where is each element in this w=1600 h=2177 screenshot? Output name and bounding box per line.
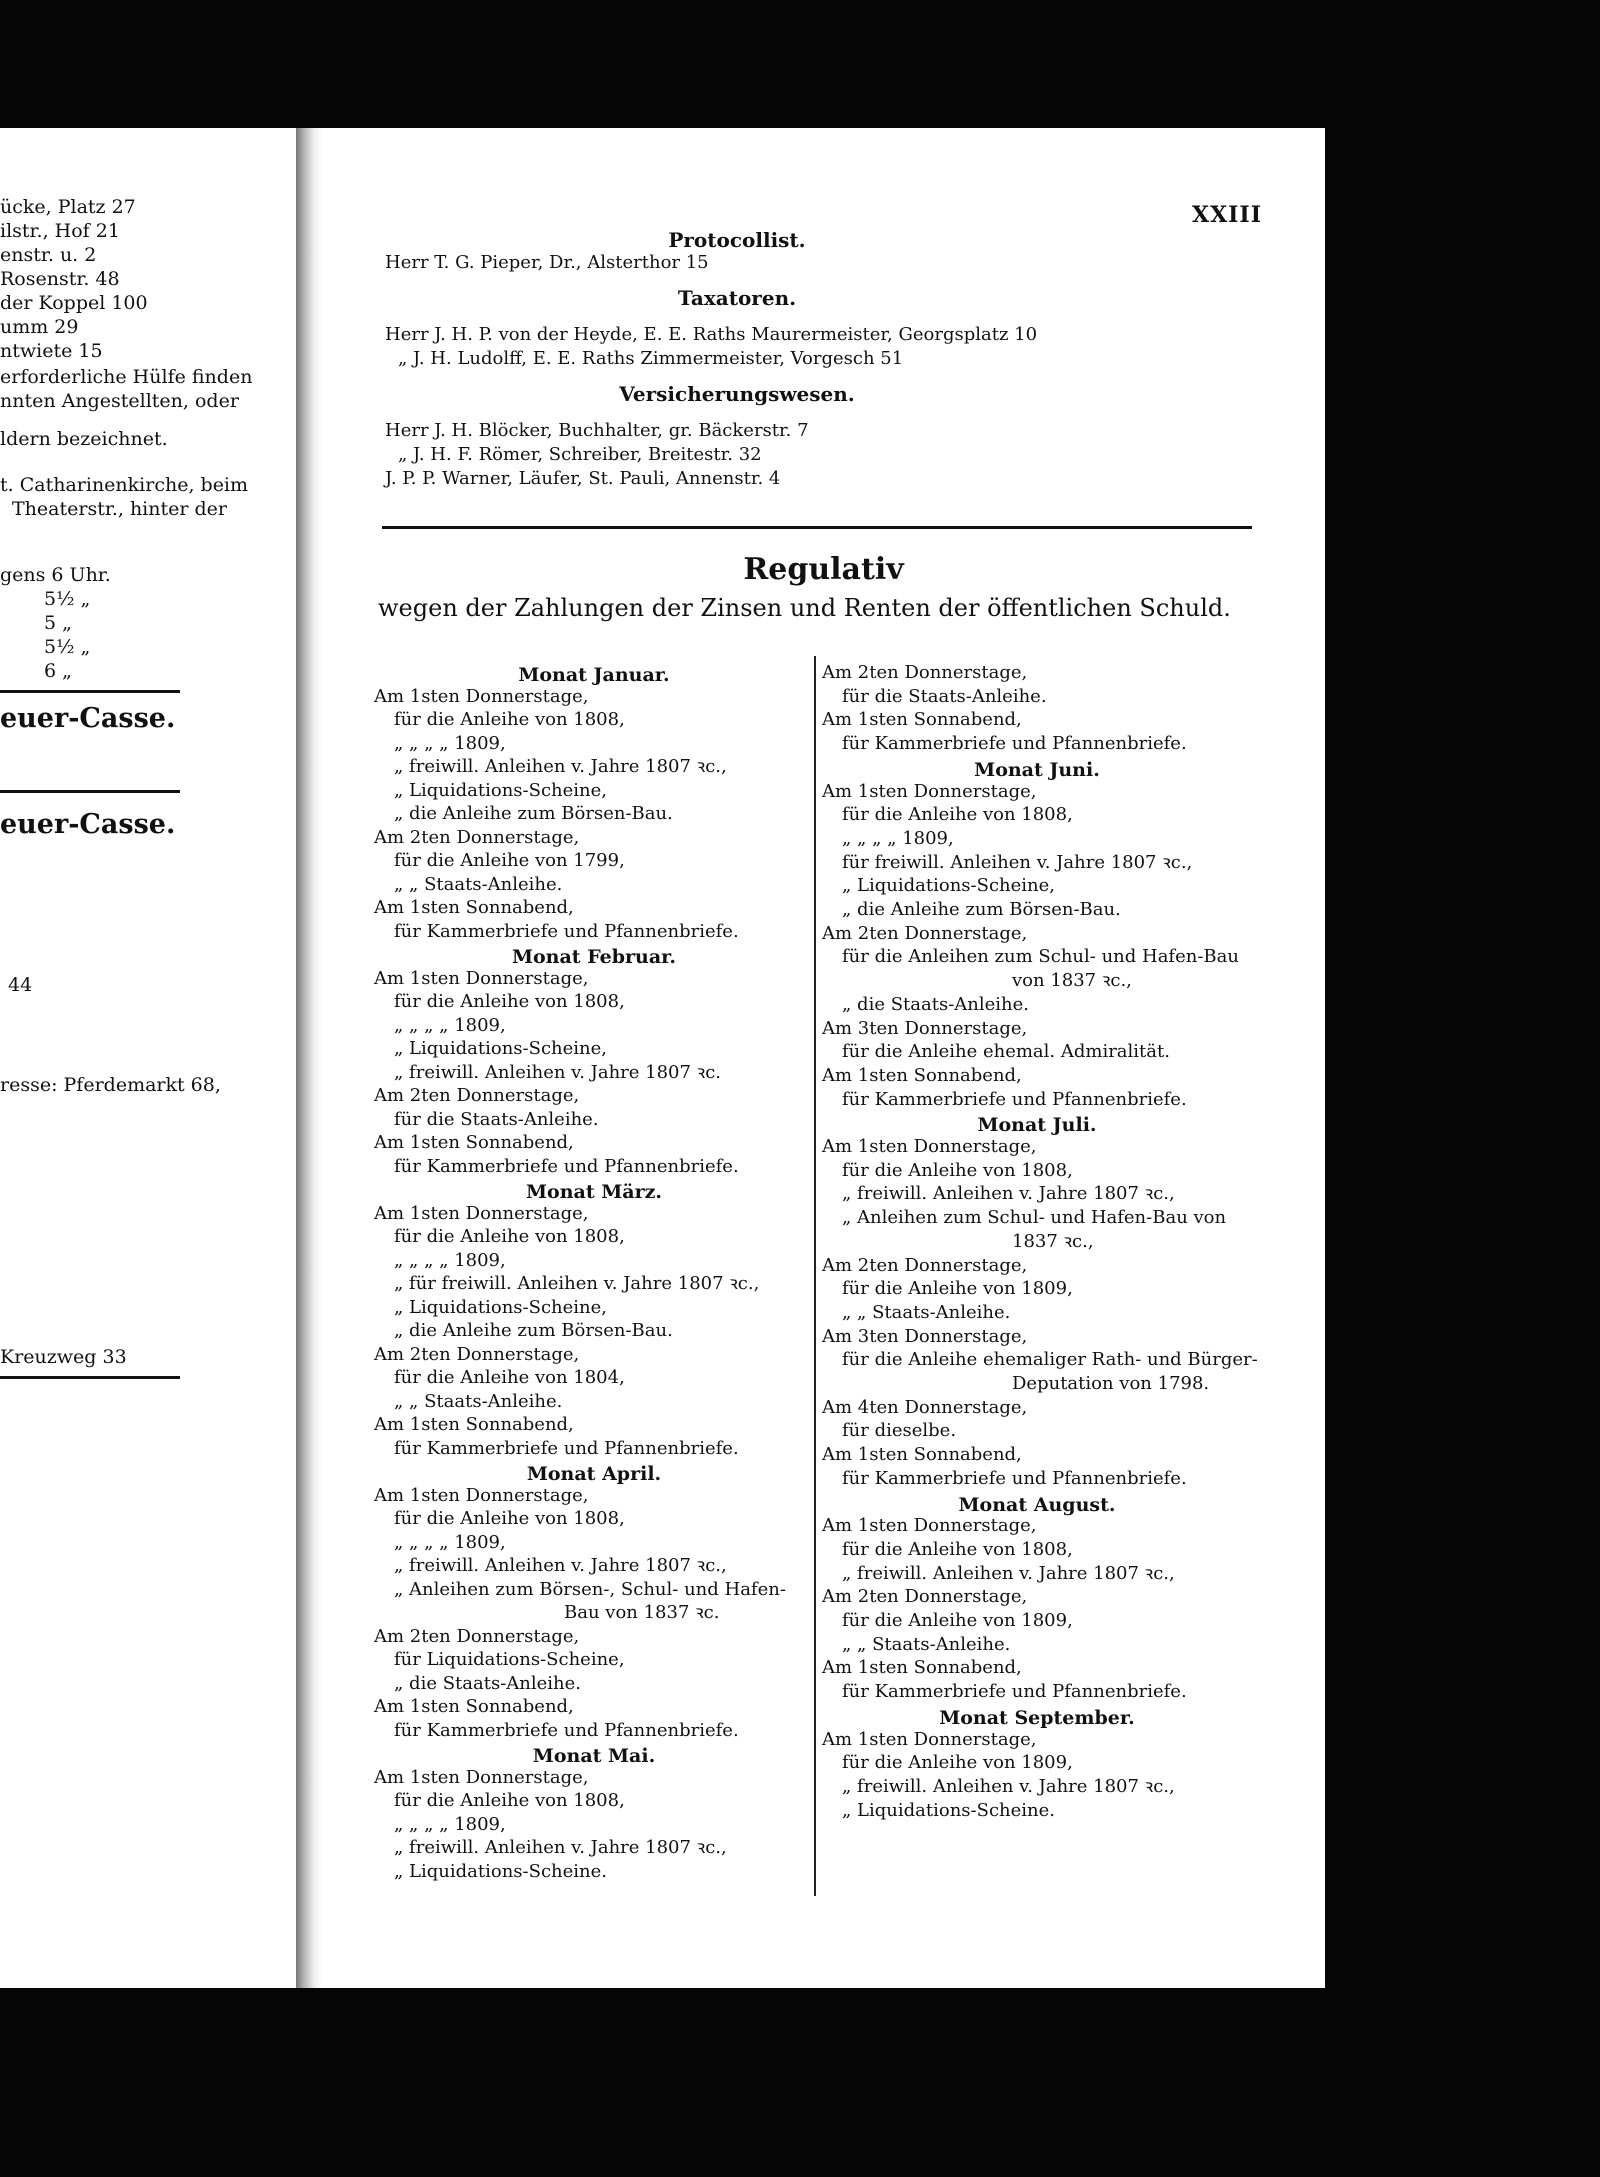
payment-item-line: „ die Anleihe zum Börsen-Bau. <box>842 899 1121 920</box>
payment-day-line: Am 2ten Donnerstage, <box>374 826 580 848</box>
month-heading: Monat Februar. <box>511 946 677 968</box>
month-heading: Monat Juni. <box>974 758 1100 781</box>
payment-day-line: Am 1sten Donnerstage, <box>822 1136 1037 1157</box>
payment-day-line: Am 1sten Sonnabend, <box>822 1444 1022 1466</box>
payment-day-line: Am 1sten Sonnabend, <box>374 1696 574 1717</box>
payment-item-line: „ „ Staats-Anleihe. <box>394 1390 563 1412</box>
left-page-line: resse: Pferdemarkt 68, <box>0 1074 221 1096</box>
payment-item-line: „ „ Staats-Anleihe. <box>842 1633 1011 1655</box>
left-page-line: der Koppel 100 <box>0 292 148 314</box>
payment-item-line: „ „ „ „ 1809, <box>394 1531 506 1553</box>
left-page-heading: euer-Casse. <box>0 703 176 734</box>
payment-item-line: „ „ „ „ 1809, <box>394 732 506 754</box>
payment-day-line: Am 2ten Donnerstage, <box>822 922 1028 944</box>
payment-day-line: Am 2ten Donnerstage, <box>374 1625 580 1647</box>
payment-item-line: für die Anleihe von 1808, <box>394 1790 625 1811</box>
payment-item-line: für die Anleihe ehemal. Admiralität. <box>842 1041 1170 1063</box>
payment-item-line: „ „ „ „ 1809, <box>394 1249 506 1271</box>
payment-item-line: für die Anleihe ehemaliger Rath- und Bürger- <box>842 1349 1258 1371</box>
payment-item-line: „ die Staats-Anleihe. <box>842 993 1030 1015</box>
payment-item-line: für dieselbe. <box>842 1420 957 1442</box>
payment-day-line: Am 1sten Sonnabend, <box>374 1414 574 1435</box>
payment-day-line: Am 1sten Donnerstage, <box>374 1766 589 1788</box>
payment-day-line: Am 1sten Donnerstage, <box>374 1484 589 1506</box>
payment-item-line: „ „ „ „ 1809, <box>394 1014 506 1036</box>
payment-item-line: für Kammerbriefe und Pfannenbriefe. <box>394 920 739 942</box>
left-page-fragment <box>0 128 300 1988</box>
payment-item-line: „ Liquidations-Scheine, <box>394 779 608 801</box>
left-page-line: ücke, Platz 27 <box>0 196 136 218</box>
scan-border-right <box>1325 0 1600 2177</box>
payment-item-line: für die Anleihe von 1808, <box>394 991 625 1012</box>
month-heading: Monat Juli. <box>977 1114 1097 1137</box>
payment-item-line: für die Anleihe von 1809, <box>842 1752 1073 1774</box>
payment-day-line: Am 4ten Donnerstage, <box>822 1396 1028 1418</box>
payment-day-line: Am 3ten Donnerstage, <box>822 1017 1028 1039</box>
left-page-rule <box>0 690 180 693</box>
payment-item-line: „ Liquidations-Scheine. <box>842 1799 1056 1821</box>
payment-day-line: Am 1sten Sonnabend, <box>822 709 1022 731</box>
payment-item-line: für die Anleihe von 1808, <box>842 1159 1073 1181</box>
left-page-heading: euer-Casse. <box>0 809 176 840</box>
payment-item-line: für die Anleihen zum Schul- und Hafen-Bau <box>842 946 1239 968</box>
left-page-line: Kreuzweg 33 <box>0 1346 127 1368</box>
left-page-line: ntwiete 15 <box>0 340 103 362</box>
payment-day-line: Am 1sten Donnerstage, <box>822 1515 1037 1537</box>
payment-item-line: „ Anleihen zum Schul- und Hafen-Bau von <box>842 1207 1227 1229</box>
payment-item-line: „ freiwill. Anleihen v. Jahre 1807 ꝛc., <box>394 1555 727 1576</box>
payment-item-line: für die Anleihe von 1808, <box>394 1226 625 1247</box>
payment-item-line: für Kammerbriefe und Pfannenbriefe. <box>394 1155 739 1177</box>
payment-item-line: für Liquidations-Scheine, <box>394 1649 625 1670</box>
taxatoren-line: Herr J. H. P. von der Heyde, E. E. Raths Maurermeister, Georgsplatz 10 <box>385 324 1038 345</box>
payment-item-line: für die Anleihe von 1808, <box>394 709 625 730</box>
payment-item-line: „ Liquidations-Scheine, <box>394 1296 608 1318</box>
payment-day-line: Am 1sten Donnerstage, <box>374 1202 589 1224</box>
left-page-line: t. Catharinenkirche, beim <box>0 474 249 496</box>
payment-item-line: „ die Anleihe zum Börsen-Bau. <box>394 803 673 824</box>
payment-day-line: Am 1sten Sonnabend, <box>374 897 574 918</box>
payment-item-line: „ Liquidations-Scheine, <box>394 1038 608 1059</box>
payment-item-line: für die Anleihe von 1808, <box>842 804 1073 826</box>
left-page-line: enstr. u. 2 <box>0 244 97 266</box>
payment-item-line: für die Staats-Anleihe. <box>394 1108 599 1130</box>
payment-day-line: Am 2ten Donnerstage, <box>374 1343 580 1365</box>
payment-item-line: „ freiwill. Anleihen v. Jahre 1807 ꝛc., <box>842 1183 1175 1205</box>
payment-item-line: „ Liquidations-Scheine. <box>394 1860 608 1882</box>
payment-item-line: Deputation von 1798. <box>1012 1373 1210 1394</box>
versicherung-line: Herr J. H. Blöcker, Buchhalter, gr. Bäckerstr. 7 <box>385 420 809 441</box>
payment-item-line: „ freiwill. Anleihen v. Jahre 1807 ꝛc., <box>842 1775 1175 1797</box>
month-heading: Monat Januar. <box>518 664 670 686</box>
payment-item-line: für die Anleihe von 1809, <box>842 1610 1073 1631</box>
payment-item-line: für die Anleihe von 1808, <box>394 1508 625 1529</box>
payment-day-line: Am 2ten Donnerstage, <box>822 1586 1028 1608</box>
payment-day-line: Am 1sten Donnerstage, <box>374 967 589 989</box>
payment-day-line: Am 1sten Donnerstage, <box>822 1728 1037 1750</box>
main-page <box>322 128 1325 1988</box>
payment-item-line: 1837 ꝛc., <box>1012 1230 1094 1252</box>
left-page-line: 44 <box>8 974 33 996</box>
payment-day-line: Am 3ten Donnerstage, <box>822 1325 1028 1347</box>
left-page-line: Theaterstr., hinter der <box>12 498 227 520</box>
protocollist-heading: Protocollist. <box>668 228 806 252</box>
month-heading: Monat Mai. <box>532 1745 656 1767</box>
payment-item-line: für die Staats-Anleihe. <box>842 685 1047 707</box>
payment-item-line: „ die Anleihe zum Börsen-Bau. <box>394 1320 673 1341</box>
left-page-line: 5½ „ <box>44 588 91 610</box>
payment-item-line: für Kammerbriefe und Pfannenbriefe. <box>842 1467 1187 1489</box>
payment-item-line: für freiwill. Anleihen v. Jahre 1807 ꝛc., <box>842 851 1193 873</box>
payment-item-line: für Kammerbriefe und Pfannenbriefe. <box>842 1681 1187 1703</box>
payment-item-line: für die Anleihe von 1809, <box>842 1278 1073 1300</box>
payment-item-line: für die Anleihe von 1799, <box>394 850 625 871</box>
taxatoren-line: „ J. H. Ludolff, E. E. Raths Zimmermeister, Vorgesch 51 <box>398 348 904 369</box>
payment-item-line: Bau von 1837 ꝛc. <box>564 1602 720 1623</box>
payment-item-line: für Kammerbriefe und Pfannenbriefe. <box>842 1088 1187 1110</box>
payment-item-line: „ freiwill. Anleihen v. Jahre 1807 ꝛc. <box>394 1061 722 1083</box>
left-page-line: 6 „ <box>44 660 72 682</box>
payment-item-line: „ Anleihen zum Börsen-, Schul- und Hafen- <box>394 1578 786 1600</box>
left-page-line: umm 29 <box>0 316 79 338</box>
left-page-line: erforderliche Hülfe finden <box>0 366 253 388</box>
payment-item-line: „ für freiwill. Anleihen v. Jahre 1807 ꝛc., <box>394 1273 760 1294</box>
left-page-line: ilstr., Hof 21 <box>0 220 120 242</box>
payment-day-line: Am 1sten Sonnabend, <box>822 1064 1022 1086</box>
payment-item-line: für die Anleihe von 1808, <box>842 1538 1073 1560</box>
payment-item-line: „ Liquidations-Scheine, <box>842 875 1056 897</box>
regulativ-subtitle: wegen der Zahlungen der Zinsen und Renten der öffentlichen Schuld. <box>378 594 1231 622</box>
payment-item-line: „ die Staats-Anleihe. <box>394 1672 582 1694</box>
left-page-line: 5 „ <box>44 612 72 634</box>
section-rule <box>382 526 1252 529</box>
payment-item-line: „ „ Staats-Anleihe. <box>842 1301 1011 1323</box>
left-page-rule <box>0 790 180 793</box>
payment-item-line: „ freiwill. Anleihen v. Jahre 1807 ꝛc., <box>394 756 727 777</box>
payment-item-line: für Kammerbriefe und Pfannenbriefe. <box>394 1719 739 1741</box>
month-heading: Monat April. <box>526 1463 662 1485</box>
scan-border-bottom <box>0 1985 1600 2177</box>
month-heading: Monat März. <box>526 1181 662 1203</box>
payment-item-line: „ „ Staats-Anleihe. <box>394 873 563 895</box>
book-gutter <box>296 128 322 1988</box>
payment-item-line: für die Anleihe von 1804, <box>394 1367 625 1388</box>
payment-item-line: von 1837 ꝛc., <box>1012 970 1132 992</box>
taxatoren-heading: Taxatoren. <box>677 286 797 310</box>
left-page-line: Rosenstr. 48 <box>0 268 120 290</box>
left-page-line: nnten Angestellten, oder <box>0 390 239 412</box>
payment-day-line: Am 1sten Sonnabend, <box>822 1657 1022 1679</box>
payment-day-line: Am 2ten Donnerstage, <box>822 1254 1028 1276</box>
left-page-line: 5½ „ <box>44 636 91 658</box>
payment-day-line: Am 2ten Donnerstage, <box>374 1085 580 1106</box>
payment-item-line: „ „ „ „ 1809, <box>842 827 954 849</box>
left-page-line: ldern bezeichnet. <box>0 428 168 450</box>
left-page-line: gens 6 Uhr. <box>0 564 111 586</box>
payment-day-line: Am 1sten Donnerstage, <box>374 685 589 707</box>
left-page-rule <box>0 1376 180 1379</box>
payment-day-line: Am 1sten Sonnabend, <box>374 1132 574 1153</box>
payment-item-line: für Kammerbriefe und Pfannenbriefe. <box>842 733 1187 755</box>
versicherung-line: J. P. P. Warner, Läufer, St. Pauli, Annenstr. 4 <box>385 468 781 489</box>
payment-item-line: „ freiwill. Anleihen v. Jahre 1807 ꝛc., <box>842 1562 1175 1584</box>
page-number: XXIII <box>1192 202 1263 228</box>
versicherung-line: „ J. H. F. Römer, Schreiber, Breitestr. 32 <box>398 444 762 465</box>
month-heading: Monat August. <box>958 1493 1116 1516</box>
payment-day-line: Am 2ten Donnerstage, <box>822 662 1028 683</box>
month-heading: Monat September. <box>939 1706 1135 1729</box>
payment-item-line: „ freiwill. Anleihen v. Jahre 1807 ꝛc., <box>394 1837 727 1858</box>
payment-item-line: für Kammerbriefe und Pfannenbriefe. <box>394 1437 739 1459</box>
versicherung-heading: Versicherungswesen. <box>619 382 855 406</box>
column-divider <box>814 656 816 1896</box>
regulativ-title: Regulativ <box>743 552 904 587</box>
payment-day-line: Am 1sten Donnerstage, <box>822 780 1037 802</box>
payment-item-line: „ „ „ „ 1809, <box>394 1813 506 1835</box>
protocollist-line: Herr T. G. Pieper, Dr., Alsterthor 15 <box>385 252 709 273</box>
